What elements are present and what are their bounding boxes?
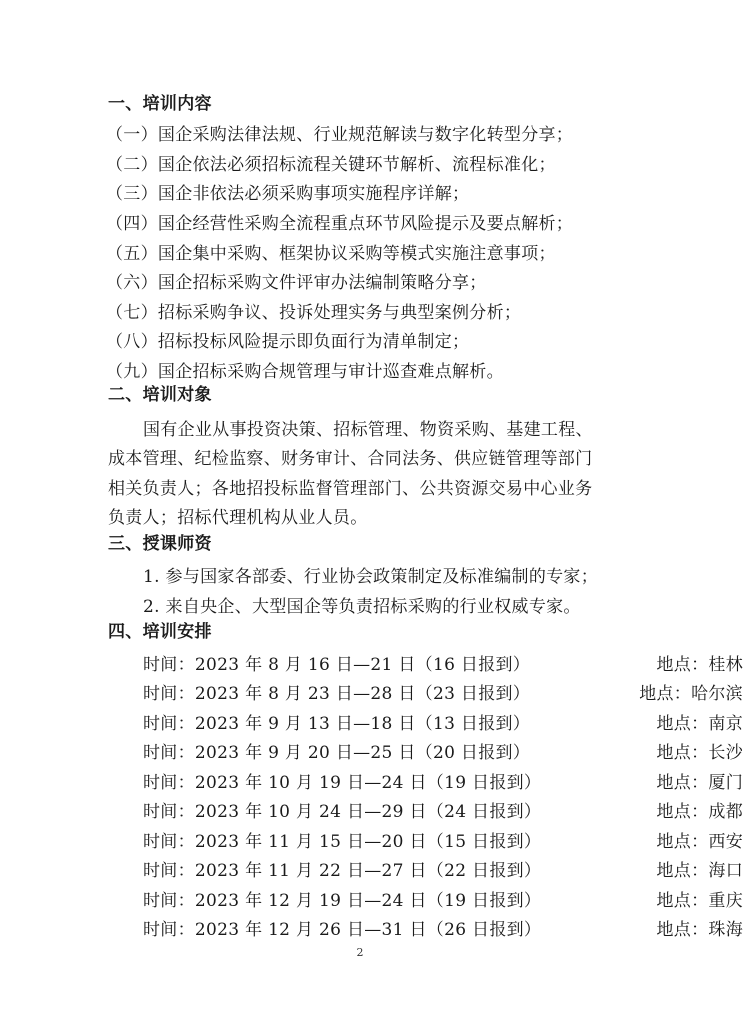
content-item-2: （二）国企依法必须招标流程关键环节解析、流程标准化；: [106, 155, 556, 175]
schedule-row: [143, 684, 743, 704]
schedule-place: 地点：珠海: [656, 920, 743, 940]
teacher-item-2: 2. 来自央企、大型国企等负责招标采购的行业权威专家。: [143, 597, 581, 617]
schedule-place: 地点：西安: [656, 832, 743, 852]
schedule-time: 时间：2023 年 9 月 13 日—18 日（13 日报到）: [143, 714, 531, 734]
schedule-time: 时间：2023 年 10 月 19 日—24 日（19 日报到）: [143, 773, 542, 793]
schedule-row: [143, 920, 743, 940]
schedule-row: [143, 655, 743, 675]
schedule-place: 地点：海口: [656, 861, 743, 881]
content-item-4: （四）国企经营性采购全流程重点环节风险提示及要点解析；: [106, 214, 574, 234]
schedule-place: 地点：重庆: [656, 891, 743, 911]
schedule-time: 时间：2023 年 8 月 23 日—28 日（23 日报到）: [143, 684, 531, 704]
audience-line-1: 国有企业从事投资决策、招标管理、物资采购、基建工程、: [143, 420, 593, 440]
schedule-place: 地点：哈尔滨: [639, 684, 743, 704]
content-item-6: （六）国企招标采购文件评审办法编制策略分享；: [106, 273, 487, 293]
content-item-7: （七）招标采购争议、投诉处理实务与典型案例分析；: [106, 303, 522, 323]
content-item-5: （五）国企集中采购、框架协议采购等模式实施注意事项；: [106, 244, 556, 264]
teacher-item-1: 1. 参与国家各部委、行业协会政策制定及标准编制的专家；: [143, 567, 599, 587]
section-heading-schedule: 四、培训安排: [108, 622, 212, 642]
schedule-time: 时间：2023 年 10 月 24 日—29 日（24 日报到）: [143, 802, 542, 822]
content-item-8: （八）招标投标风险提示即负面行为清单制定；: [106, 332, 470, 352]
content-item-9: （九）国企招标采购合规管理与审计巡查难点解析。: [106, 362, 504, 382]
schedule-time: 时间：2023 年 12 月 26 日—31 日（26 日报到）: [143, 920, 542, 940]
schedule-row: [143, 832, 743, 852]
schedule-place: 地点：成都: [656, 802, 743, 822]
content-item-1: （一）国企采购法律法规、行业规范解读与数字化转型分享；: [106, 125, 574, 145]
audience-line-4: 负责人；招标代理机构从业人员。: [108, 508, 368, 528]
schedule-place: 地点：南京: [656, 714, 743, 734]
page-number: 2: [356, 946, 364, 959]
schedule-time: 时间：2023 年 11 月 15 日—20 日（15 日报到）: [143, 832, 542, 852]
schedule-time: 时间：2023 年 11 月 22 日—27 日（22 日报到）: [143, 861, 542, 881]
audience-line-2: 成本管理、纪检监察、财务审计、合同法务、供应链管理等部门: [108, 449, 593, 469]
schedule-place: 地点：长沙: [656, 743, 743, 763]
schedule-time: 时间：2023 年 12 月 19 日—24 日（19 日报到）: [143, 891, 542, 911]
schedule-row: [143, 714, 743, 734]
schedule-time: 时间：2023 年 8 月 16 日—21 日（16 日报到）: [143, 655, 531, 675]
schedule-row: [143, 773, 743, 793]
schedule-place: 地点：桂林: [656, 655, 743, 675]
schedule-row: [143, 861, 743, 881]
audience-line-3: 相关负责人；各地招投标监督管理部门、公共资源交易中心业务: [108, 479, 593, 499]
schedule-time: 时间：2023 年 9 月 20 日—25 日（20 日报到）: [143, 743, 531, 763]
schedule-row: [143, 891, 743, 911]
schedule-row: [143, 743, 743, 763]
section-heading-content: 一、培训内容: [108, 94, 212, 114]
schedule-row: [143, 802, 743, 822]
section-heading-audience: 二、培训对象: [108, 385, 212, 405]
section-heading-teachers: 三、授课师资: [108, 534, 212, 554]
schedule-place: 地点：厦门: [656, 773, 743, 793]
content-item-3: （三）国企非依法必须采购事项实施程序详解；: [106, 184, 470, 204]
